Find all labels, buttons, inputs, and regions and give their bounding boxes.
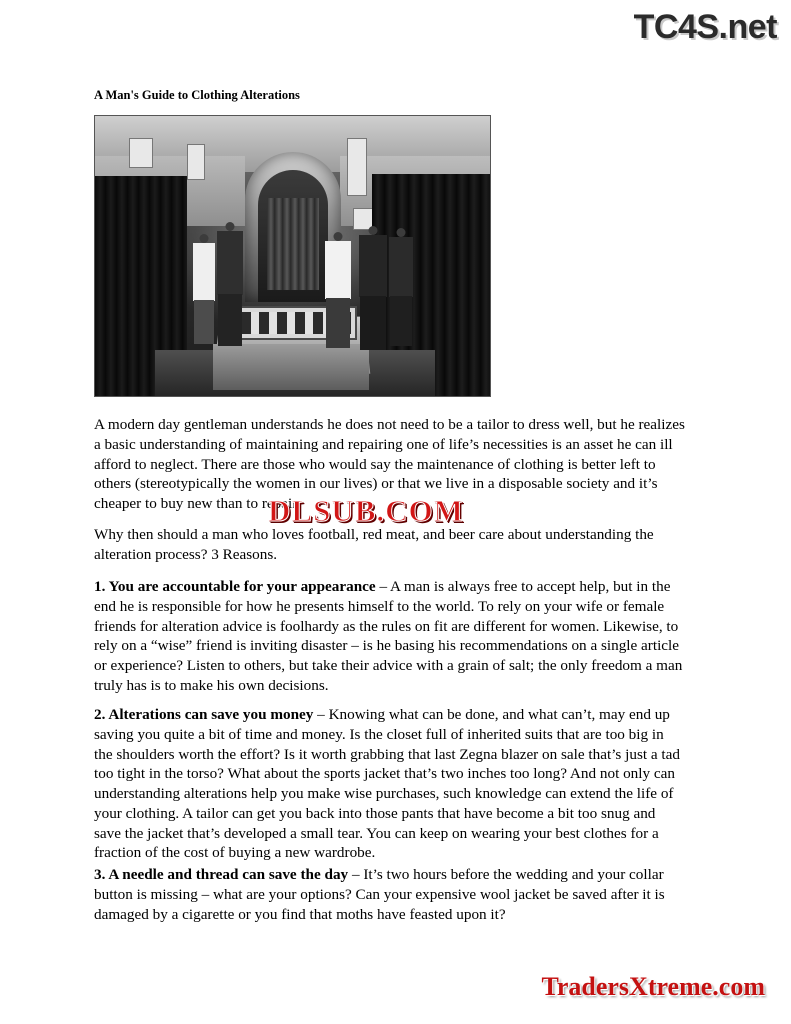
photo-background — [95, 116, 490, 396]
top-right-watermark: TC4S.net — [633, 8, 777, 46]
paragraph-why — [94, 525, 686, 579]
paragraph-text — [94, 577, 686, 696]
reason-2-body: – Knowing what can be done, and what can’t, may end up saving you quite a bit of time and money. Is the closet full of inherited suits that are too big in the shoulders worth the effort? Is it worth grabbing that last Zegna blazer on sale that’s just a tad too tight in the torso? What about the sports jacket that’s two inches too long? And not only can understanding alterations help you make wise purchases, such knowledge can extend the life of your clothing. A tailor can get you back into those pants that have become a bit too snug and save the jacket that’s developed a small tear. You can keep on wearing your best clothes for a fraction of the cost of buying a new wardrobe. — [94, 706, 680, 862]
paragraph-text — [94, 865, 686, 924]
reason-3-body: – It’s two hours before the wedding and your collar button is missing – what are your options? Can your expensive wool jacket be saved after it is damaged by a cigarette or you find that moths have feasted upon it? — [94, 866, 665, 923]
photo-poster — [187, 144, 205, 180]
photo-poster — [129, 138, 153, 168]
reason-2-lead: 2. Alterations can save you money — [94, 706, 314, 723]
bottom-right-watermark: TradersXtreme.com — [541, 972, 765, 1001]
reason-3-lead: 3. A needle and thread can save the day — [94, 866, 349, 883]
article-photo — [94, 115, 491, 397]
paragraph-reason-3 — [94, 865, 686, 938]
paragraph-reason-2 — [94, 705, 686, 877]
photo-poster — [347, 138, 367, 196]
center-watermark: DLSUB.COM — [268, 493, 464, 528]
paragraph-text — [94, 705, 686, 863]
paragraph-reason-1 — [94, 577, 686, 710]
photo-figure — [357, 226, 389, 352]
photo-figure — [323, 232, 353, 352]
page-title: A Man's Guide to Clothing Alterations — [94, 88, 300, 102]
reason-1-body: – A man is always free to accept help, but in the end he is responsible for how he presents himself to the world. To rely on your wife or female friends for alteration advice is foolhardy as the rules on fit are different for women. Likewise, to rely on a “wise” friend is inviting disaster – is he basing his recommendations on a single article or experience? Listen to others, but take their advice with a grain of salt; the only freedom a man truly has is to make his own decisions. — [94, 578, 683, 694]
paragraph-text: A modern day gentleman understands he does not need to be a tailor to dress well, but he realizes a basic understanding of maintaining and repairing one of life’s necessities is an asset he can ill afford to neglect. There are those who would say the maintenance of clothing is better left to others (stereotypically the women in our lives) or that we live in a disposable society and it’s cheaper to buy new than to repair. — [94, 416, 685, 512]
photo-figure — [191, 234, 217, 344]
photo-archway-panel — [267, 198, 319, 290]
photo-figure — [215, 222, 245, 348]
paragraph-text: Why then should a man who loves football, red meat, and beer care about understanding the alteration process? 3 Reasons. — [94, 526, 654, 563]
reason-1-lead: 1. You are accountable for your appearance — [94, 578, 376, 595]
photo-figure — [387, 228, 415, 348]
